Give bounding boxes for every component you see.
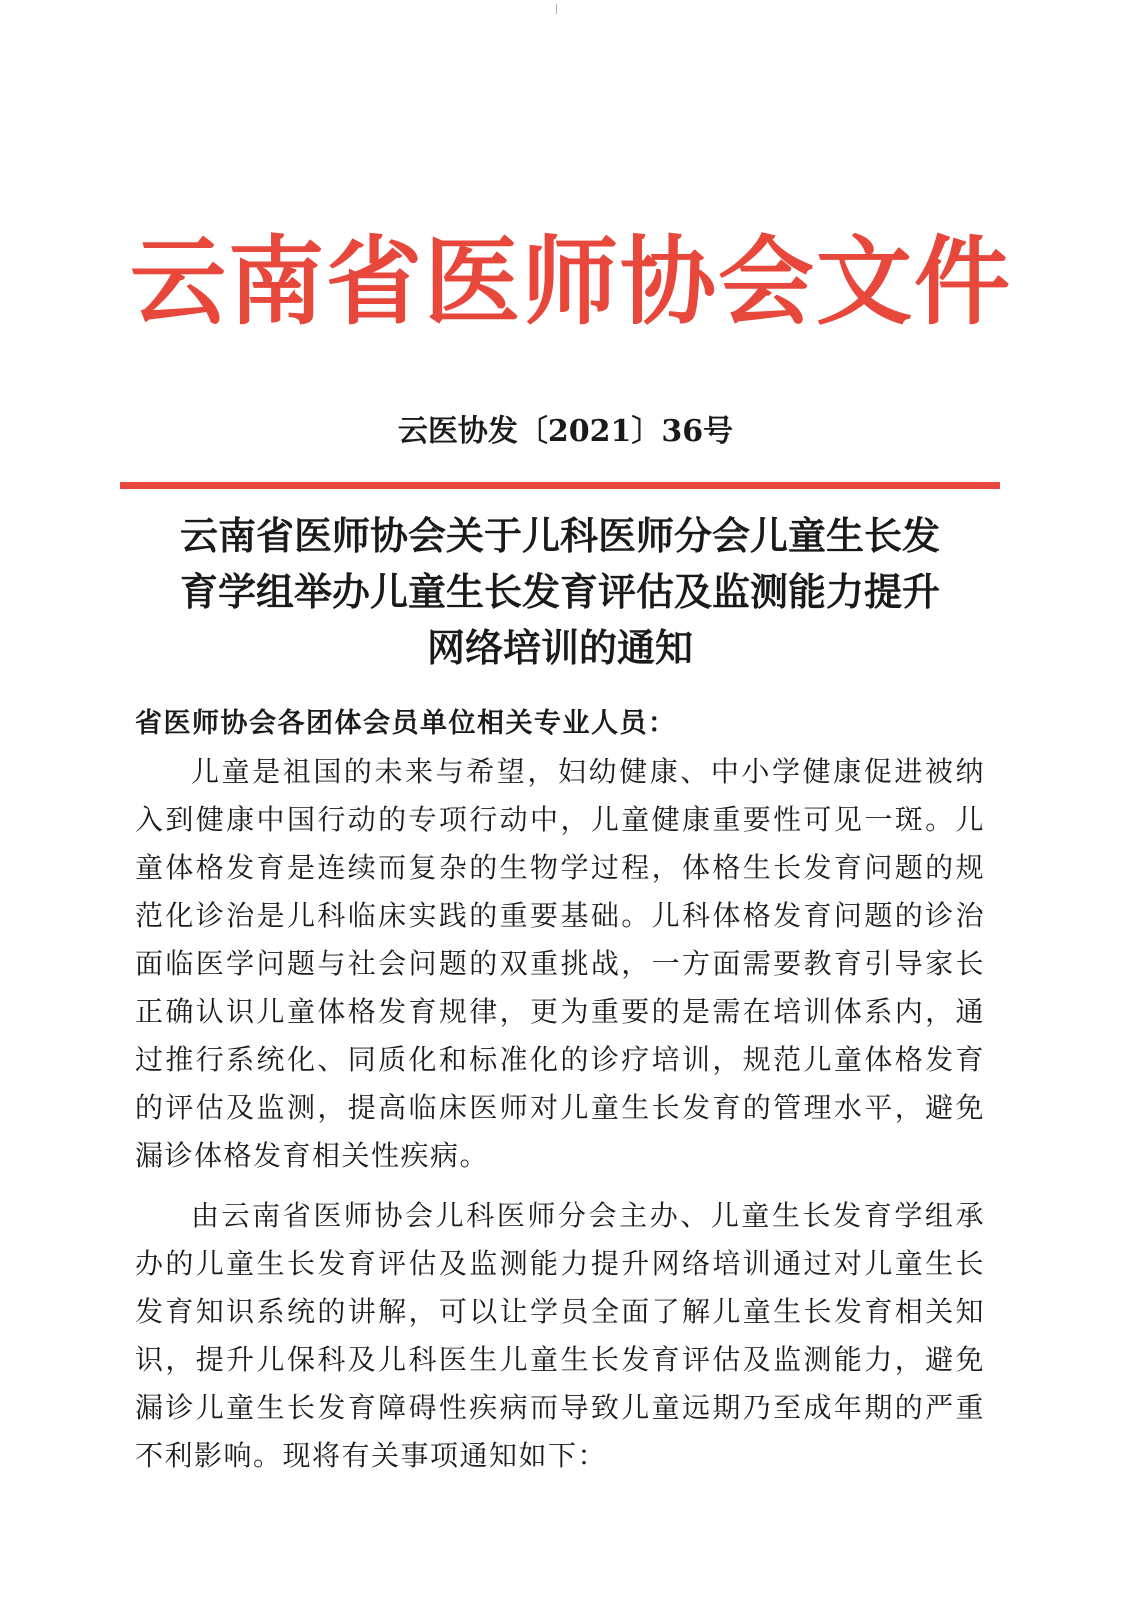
body-paragraph: 由云南省医师协会儿科医师分会主办、儿童生长发育学组承办的儿童生长发育评估及监测能力提升网络培训通过对儿童生长发育知识系统的讲解，可以让学员全面了解儿童生长发育相关知识，提升儿保科及儿科医生儿童生长发育评估及监测能力，避免漏诊儿童生长发育障碍性疾病而导致儿童远期乃至成年期的严重不利影响。现将有关事项通知如下： <box>135 1199 985 1472</box>
notice-title <box>120 508 1000 676</box>
masthead-title: 云南省医师协会文件 <box>130 226 1012 338</box>
scan-mark <box>556 4 557 14</box>
notice-title-line: 育学组举办儿童生长发育评估及监测能力提升 <box>179 570 940 614</box>
body-paragraph: 儿童是祖国的未来与希望，妇幼健康、中小学健康促进被纳入到健康中国行动的专项行动中，儿童健康重要性可见一斑。儿童体格发育是连续而复杂的生物学过程，体格生长发育问题的规范化诊治是儿科临床实践的重要基础。儿科体格发育问题的诊治面临医学问题与社会问题的双重挑战，一方面需要教育引导家长正确认识儿童体格发育规律，更为重要的是需在培训体系内，通过推行系统化、同质化和标准化的诊疗培训，规范儿童体格发育的评估及监测，提高临床医师对儿童生长发育的管理水平，避免漏诊体格发育相关性疾病。 <box>135 755 985 1172</box>
salutation: 省医师协会各团体会员单位相关专业人员： <box>135 708 677 739</box>
notice-body <box>135 700 985 1480</box>
notice-title-line: 云南省医师协会关于儿科医师分会儿童生长发 <box>179 514 940 558</box>
document-number: 云医协发〔2021〕36号 <box>397 414 734 449</box>
notice-title-line: 网络培训的通知 <box>426 626 693 670</box>
red-divider-line <box>120 482 1000 489</box>
